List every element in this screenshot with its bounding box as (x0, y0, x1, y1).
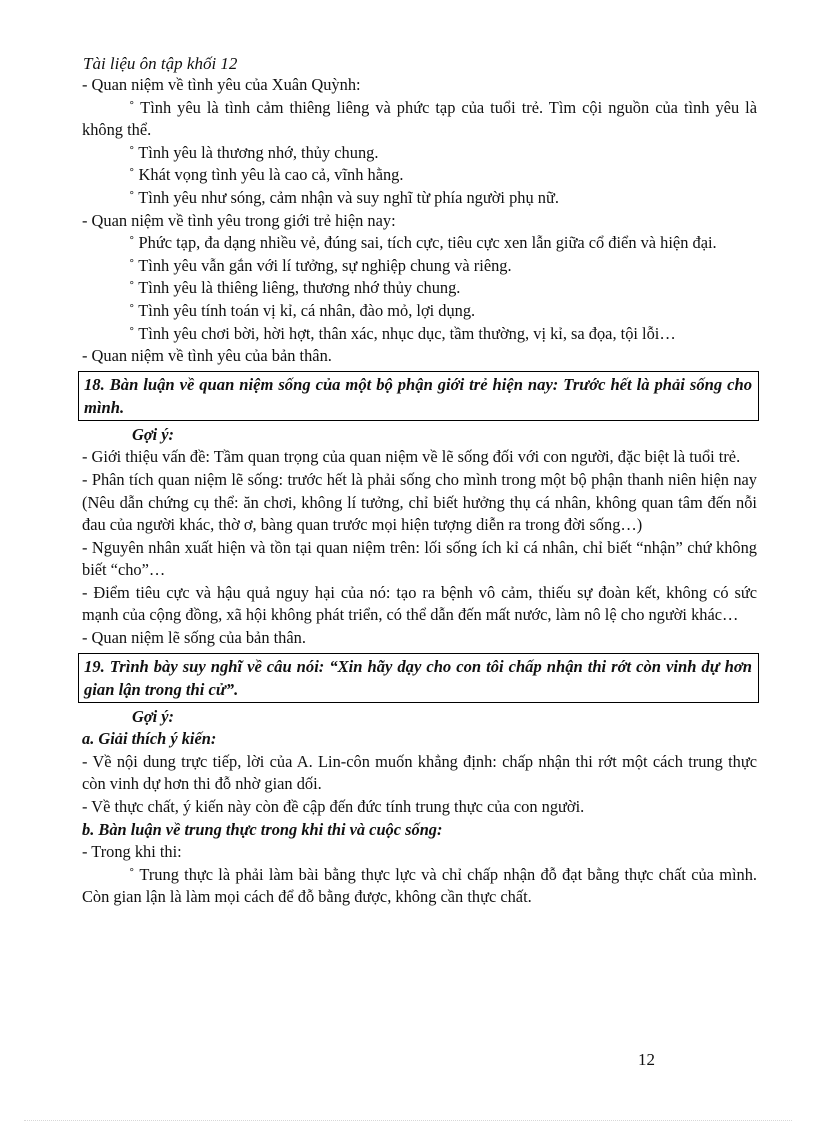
question-18-box: 18. Bàn luận về quan niệm sống của một bộ phận giới trẻ hiện nay: Trước hết là phải sống cho mình. (78, 371, 759, 421)
bullet-item: ˚ Khát vọng tình yêu là cao cả, vĩnh hằng. (129, 165, 404, 185)
section-a-heading: a. Giải thích ý kiến: (82, 729, 217, 749)
paragraph: - Quan niệm về tình yêu của bản thân. (82, 346, 332, 366)
paragraph: - Nguyên nhân xuất hiện và tồn tại quan niệm trên: lối sống ích kỉ cá nhân, chỉ biết “nhận” chứ không biết “cho”… (82, 537, 757, 580)
bullet-item: ˚ Tình yêu như sóng, cảm nhận và suy nghĩ từ phía người phụ nữ. (129, 187, 559, 207)
paragraph: - Phân tích quan niệm lẽ sống: trước hết là phải sống cho mình trong một bộ phận thanh niên hiện nay (Nêu dẫn chứng cụ thể: ăn chơi, không lí tưởng, chỉ biết hưởng thụ cá nhân, không quan tâm đến nỗi đau của người khác, thờ ơ, bàng quan trước mọi hiện tượng diễn ra trong đời sống…) (82, 469, 757, 535)
paragraph: - Về nội dung trực tiếp, lời của A. Lin-côn muốn khẳng định: chấp nhận thi rớt một cách trung thực còn vinh dự hơn thi đỗ nhờ gian dối. (82, 751, 757, 794)
hint-heading: Gợi ý: (132, 424, 175, 444)
paragraph: - Quan niệm lẽ sống của bản thân. (82, 628, 306, 648)
bullet-item: ˚ Tình yêu là tình cảm thiêng liêng và phức tạp của tuổi trẻ. Tìm cội nguồn của tình yêu là không thể. (82, 97, 757, 140)
bullet-item: ˚ Tình yêu chơi bời, hời hợt, thân xác, nhục dục, tầm thường, vị kỉ, sa đọa, tội lỗi… (129, 323, 676, 343)
bullet-item: ˚ Phức tạp, đa dạng nhiều vẻ, đúng sai, tích cực, tiêu cực xen lẫn giữa cổ điển và hiện đại. (129, 233, 717, 253)
running-header: Tài liệu ôn tập khối 12 (83, 54, 238, 73)
bullet-item: ˚ Trung thực là phải làm bài bằng thực lực và chỉ chấp nhận đỗ đạt bằng thực chất của mình. Còn gian lận là làm mọi cách để đỗ bằng được, không cần thực chất. (82, 864, 757, 907)
bullet-item: ˚ Tình yêu tính toán vị kỉ, cá nhân, đào mỏ, lợi dụng. (129, 300, 476, 320)
paragraph: - Giới thiệu vấn đề: Tầm quan trọng của quan niệm về lẽ sống đối với con người, đặc biệt là tuổi trẻ. (82, 447, 741, 467)
paragraph: - Quan niệm về tình yêu của Xuân Quỳnh: (82, 75, 361, 94)
hint-heading: Gợi ý: (132, 706, 175, 726)
footer-divider (24, 1120, 792, 1121)
paragraph: - Trong khi thi: (82, 842, 182, 862)
question-19-box: 19. Trình bày suy nghĩ về câu nói: “Xin hãy dạy cho con tôi chấp nhận thi rớt còn vinh dự hơn gian lận trong thi cử”. (78, 653, 759, 703)
paragraph: - Điểm tiêu cực và hậu quả nguy hại của nó: tạo ra bệnh vô cảm, thiếu sự đoàn kết, không có sức mạnh của cộng đồng, xã hội không phát triển, có thể dẫn đến mất nước, làm nô lệ cho người khác… (82, 582, 757, 625)
document-page (82, 53, 757, 909)
bullet-item: ˚ Tình yêu là thiêng liêng, thương nhớ thủy chung. (129, 278, 461, 298)
paragraph: - Về thực chất, ý kiến này còn đề cập đến đức tính trung thực của con người. (82, 797, 585, 817)
bullet-item: ˚ Tình yêu vẫn gắn với lí tưởng, sự nghiệp chung và riêng. (129, 255, 512, 275)
section-b-heading: b. Bàn luận về trung thực trong khi thi và cuộc sống: (82, 819, 443, 839)
page-number: 12 (638, 1050, 655, 1069)
paragraph: - Quan niệm về tình yêu trong giới trẻ hiện nay: (82, 210, 396, 230)
bullet-item: ˚ Tình yêu là thương nhớ, thủy chung. (129, 142, 379, 162)
